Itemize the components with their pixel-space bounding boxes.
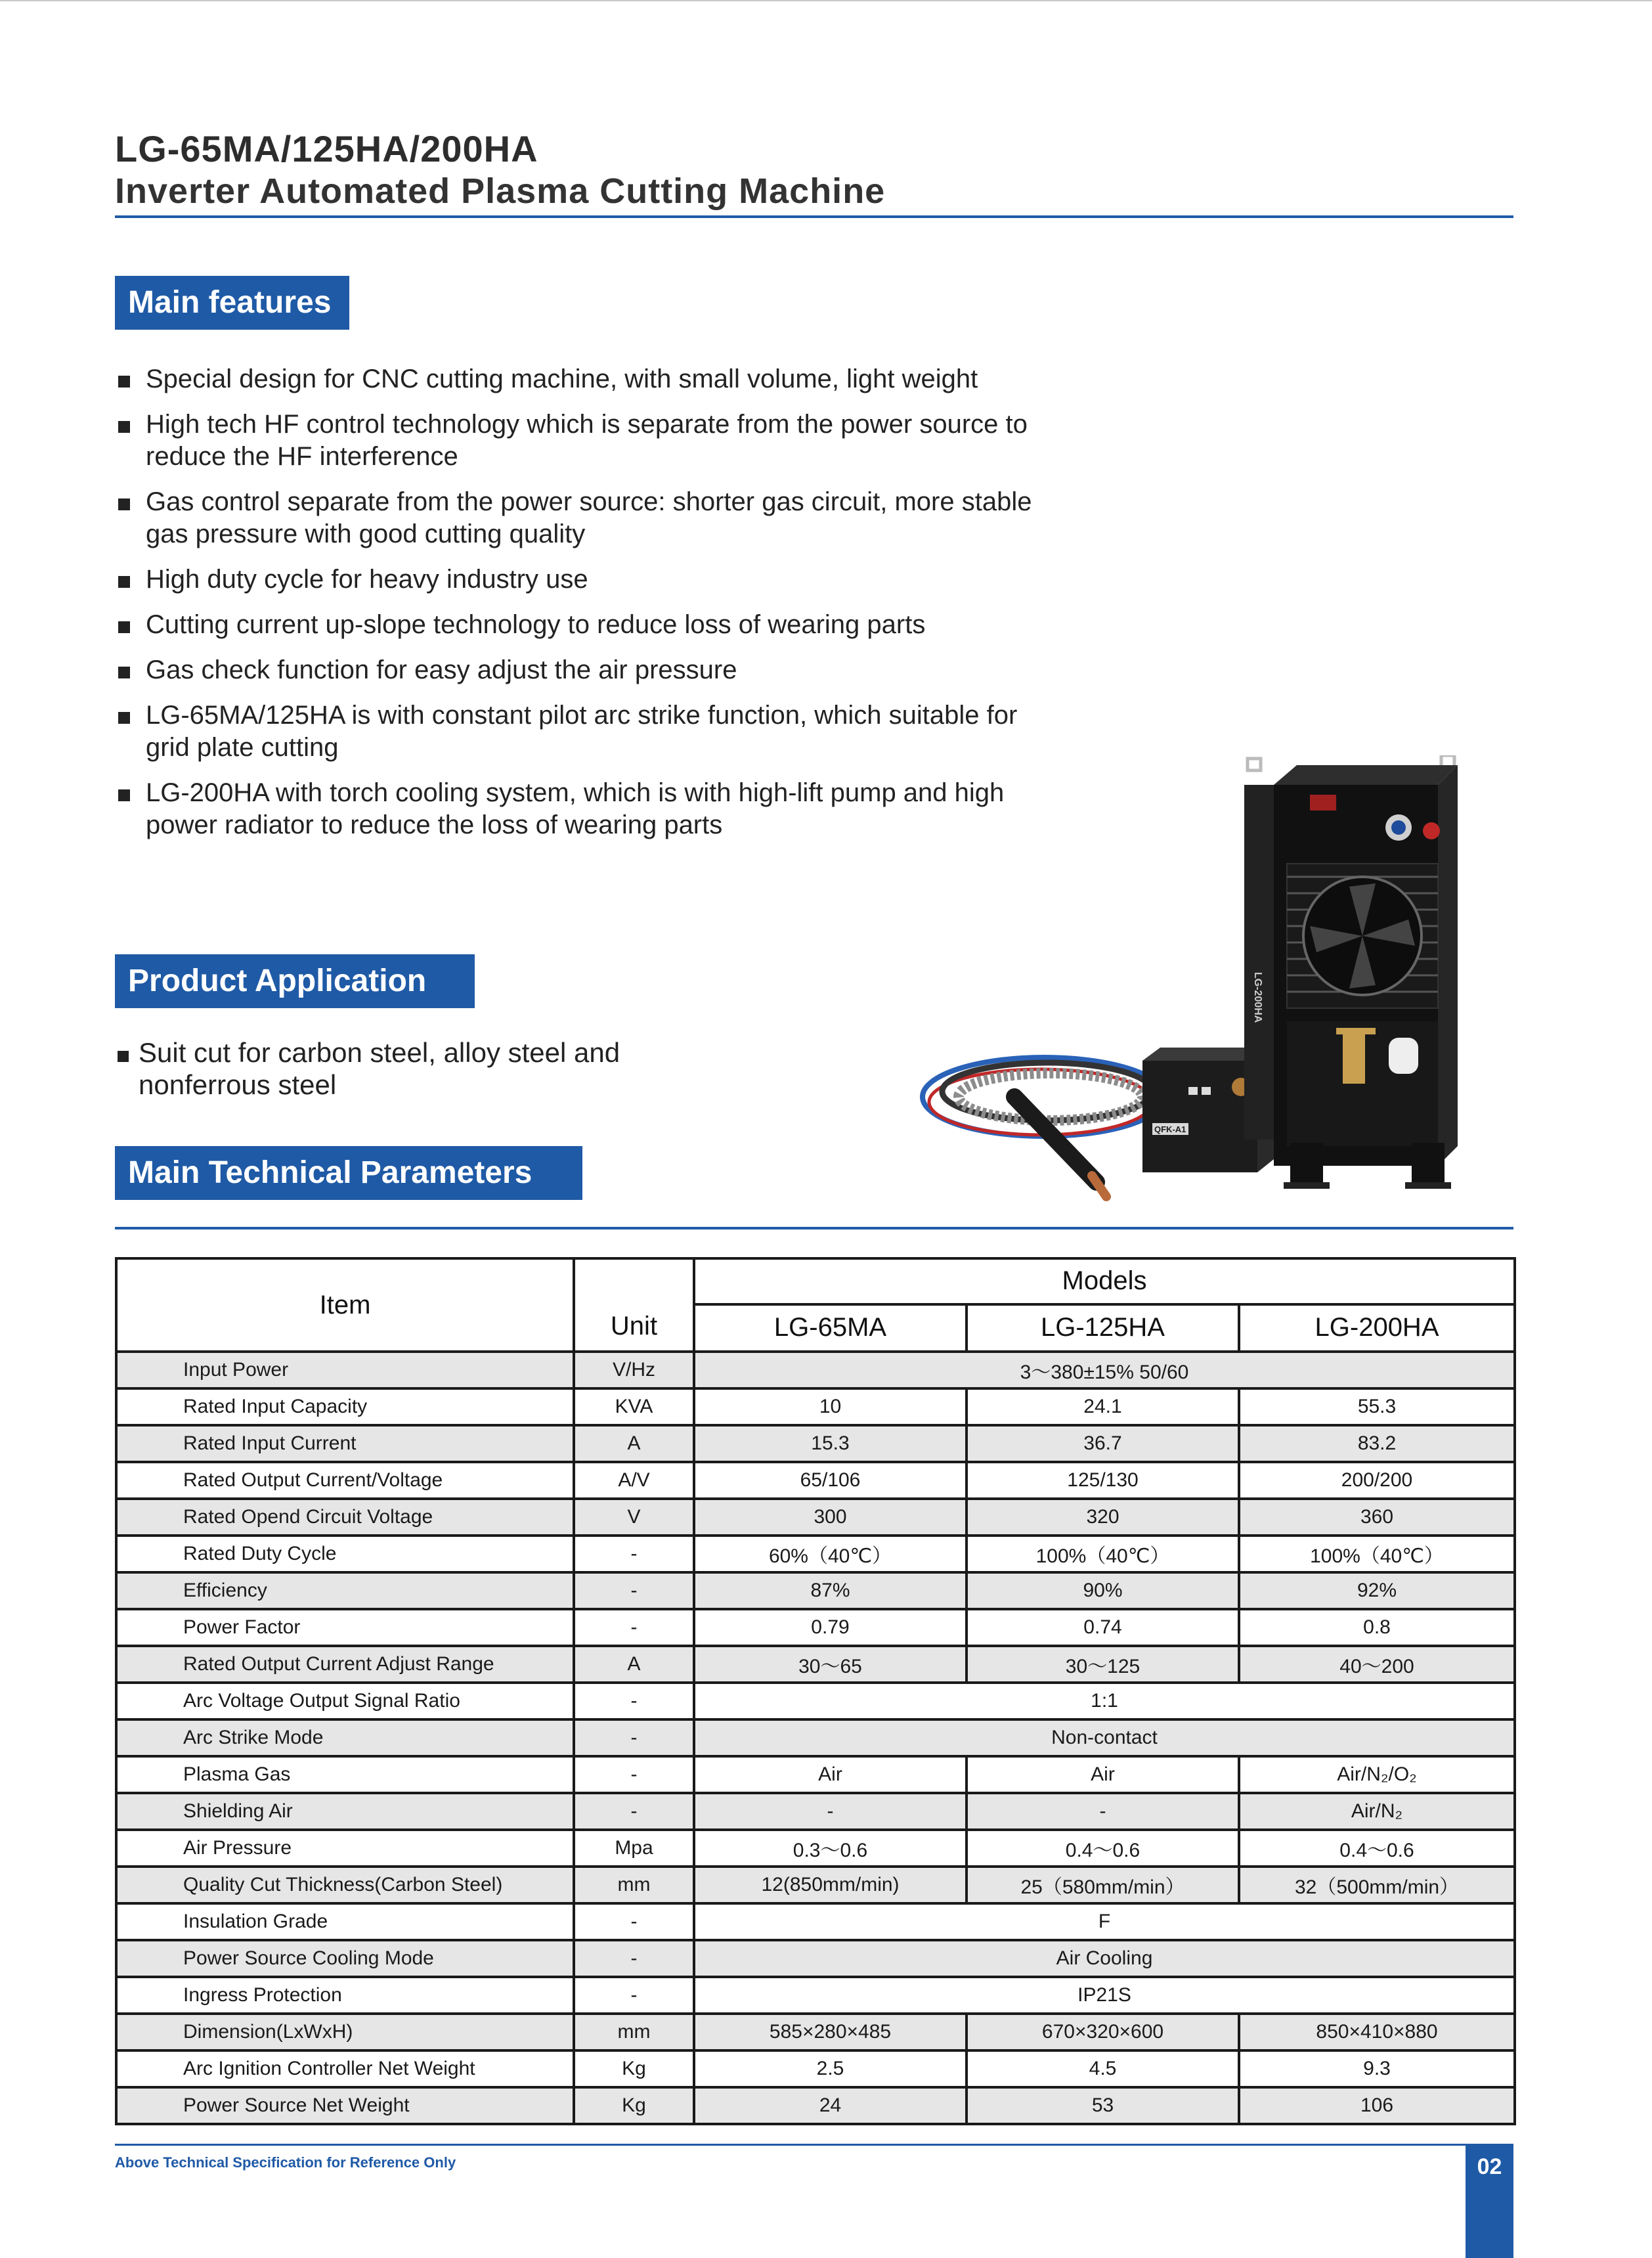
table-row — [116, 2087, 1515, 2124]
item-cell: Rated Input Current — [116, 1425, 574, 1462]
item-cell: Rated Output Current Adjust Range — [116, 1646, 574, 1683]
feature-item — [115, 486, 1165, 550]
value-cell: 55.3 — [1239, 1388, 1515, 1425]
unit-cell: - — [574, 1719, 694, 1756]
power-source-image — [1244, 755, 1458, 1189]
table-row — [116, 1646, 1515, 1683]
value-cell: 9.3 — [1239, 2050, 1515, 2087]
unit-cell: - — [574, 1609, 694, 1646]
bullet-icon — [118, 1051, 129, 1062]
item-cell: Rated Duty Cycle — [116, 1536, 574, 1572]
item-cell: Rated Output Current/Voltage — [116, 1462, 574, 1499]
item-cell: Power Source Cooling Mode — [116, 1940, 574, 1977]
value-cell: 12(850mm/min) — [694, 1867, 967, 1903]
value-cell-all-models: 3～380±15% 50/60 — [694, 1352, 1515, 1388]
unit-cell: - — [574, 1536, 694, 1572]
value-cell: 125/130 — [967, 1462, 1239, 1499]
feature-item — [115, 409, 1165, 473]
product-model-title: LG-65MA/125HA/200HA — [115, 128, 538, 169]
value-cell: Air — [967, 1756, 1239, 1793]
bullet-icon — [118, 712, 130, 724]
feature-text-line: reduce the HF interference — [146, 442, 458, 471]
value-cell: 87% — [694, 1572, 967, 1609]
value-cell: 0.4～0.6 — [967, 1830, 1239, 1867]
value-cell: 53 — [967, 2087, 1239, 2124]
value-cell: 0.74 — [967, 1609, 1239, 1646]
unit-cell: Mpa — [574, 1830, 694, 1867]
title-divider — [115, 215, 1513, 218]
value-cell: 24.1 — [967, 1388, 1239, 1425]
table-row — [116, 1867, 1515, 1903]
value-cell: 300 — [694, 1499, 967, 1536]
table-row — [116, 1352, 1515, 1388]
section-heading-technical-parameters: Main Technical Parameters — [115, 1146, 582, 1200]
value-cell: 60%（40℃） — [694, 1536, 967, 1572]
item-cell: Quality Cut Thickness(Carbon Steel) — [116, 1867, 574, 1903]
item-cell: Power Source Net Weight — [116, 2087, 574, 2124]
unit-cell: - — [574, 1756, 694, 1793]
value-cell: 2.5 — [694, 2050, 967, 2087]
table-row — [116, 1462, 1515, 1499]
bullet-icon — [118, 421, 130, 433]
feature-text-line: Special design for CNC cutting machine, with small volume, light weight — [146, 365, 978, 393]
value-cell-all-models: F — [694, 1903, 1515, 1940]
value-cell: 106 — [1239, 2087, 1515, 2124]
bullet-icon — [118, 621, 130, 633]
value-cell: 40～200 — [1239, 1646, 1515, 1683]
feature-text-line: gas pressure with good cutting quality — [146, 520, 586, 548]
table-row — [116, 1499, 1515, 1536]
value-cell: Air — [694, 1756, 967, 1793]
item-cell: Dimension(LxWxH) — [116, 2014, 574, 2050]
feature-text-line: LG-65MA/125HA is with constant pilot arc strike function, which suitable for — [146, 701, 1018, 730]
table-row — [116, 2050, 1515, 2087]
bullet-icon — [118, 498, 130, 510]
value-cell: 360 — [1239, 1499, 1515, 1536]
value-cell: 10 — [694, 1388, 967, 1425]
unit-cell: V/Hz — [574, 1352, 694, 1388]
value-cell: 30～125 — [967, 1646, 1239, 1683]
page-top-border — [0, 0, 1652, 1]
value-cell: 65/106 — [694, 1462, 967, 1499]
value-cell: Air/N₂ — [1239, 1793, 1515, 1830]
column-header-models: Models — [694, 1258, 1515, 1304]
value-cell: 850×410×880 — [1239, 2014, 1515, 2050]
product-photo — [916, 755, 1494, 1202]
item-cell: Input Power — [116, 1352, 574, 1388]
value-cell: - — [694, 1793, 967, 1830]
unit-cell: - — [574, 1903, 694, 1940]
table-row — [116, 1977, 1515, 2014]
item-cell: Air Pressure — [116, 1830, 574, 1867]
feature-text-line: Gas control separate from the power source: shorter gas circuit, more stable — [146, 487, 1032, 516]
value-cell: 320 — [967, 1499, 1239, 1536]
table-row — [116, 1903, 1515, 1940]
value-cell: 4.5 — [967, 2050, 1239, 2087]
table-row — [116, 1793, 1515, 1830]
feature-text-line: Gas check function for easy adjust the air pressure — [146, 655, 737, 684]
unit-cell: - — [574, 1572, 694, 1609]
item-cell: Efficiency — [116, 1572, 574, 1609]
feature-item — [115, 654, 1165, 686]
unit-cell: KVA — [574, 1388, 694, 1425]
unit-cell: - — [574, 1940, 694, 1977]
unit-cell: A — [574, 1646, 694, 1683]
value-cell: 200/200 — [1239, 1462, 1515, 1499]
value-cell: 92% — [1239, 1572, 1515, 1609]
unit-cell: V — [574, 1499, 694, 1536]
value-cell: 0.79 — [694, 1609, 967, 1646]
item-cell: Arc Strike Mode — [116, 1719, 574, 1756]
feature-text-line: LG-200HA with torch cooling system, which is with high-lift pump and high — [146, 778, 1005, 807]
column-header-model: LG-200HA — [1239, 1304, 1515, 1352]
unit-cell: - — [574, 1977, 694, 2014]
feature-text-line: High duty cycle for heavy industry use — [146, 565, 588, 594]
value-cell: 100%（40℃） — [1239, 1536, 1515, 1572]
application-line: Suit cut for carbon steel, alloy steel and — [139, 1037, 620, 1068]
page-number: 02 — [1466, 2144, 1513, 2258]
controller-label: QFK-A1 — [1154, 1124, 1186, 1134]
item-cell: Shielding Air — [116, 1793, 574, 1830]
application-line: nonferrous steel — [139, 1069, 337, 1100]
table-row — [116, 1719, 1515, 1756]
column-header-item: Item — [116, 1258, 574, 1352]
table-row — [116, 1572, 1515, 1609]
value-cell: 15.3 — [694, 1425, 967, 1462]
torch-cable-image — [923, 1057, 1165, 1197]
footer-divider — [115, 2144, 1471, 2146]
unit-cell: mm — [574, 1867, 694, 1903]
item-cell: Ingress Protection — [116, 1977, 574, 2014]
item-cell: Rated Input Capacity — [116, 1388, 574, 1425]
bullet-icon — [118, 576, 130, 588]
unit-cell: Kg — [574, 2087, 694, 2124]
table-row — [116, 1756, 1515, 1793]
bullet-icon — [118, 667, 130, 678]
bullet-icon — [118, 376, 130, 387]
value-cell: 32（500mm/min） — [1239, 1867, 1515, 1903]
item-cell: Arc Ignition Controller Net Weight — [116, 2050, 574, 2087]
item-cell: Rated Opend Circuit Voltage — [116, 1499, 574, 1536]
column-header-model: LG-65MA — [694, 1304, 967, 1352]
value-cell: 0.3～0.6 — [694, 1830, 967, 1867]
footer-note: Above Technical Specification for Reference Only — [115, 2154, 456, 2171]
value-cell: - — [967, 1793, 1239, 1830]
feature-item — [115, 564, 1165, 596]
feature-text-line: High tech HF control technology which is separate from the power source to — [146, 410, 1028, 439]
unit-cell: A — [574, 1425, 694, 1462]
value-cell-all-models: IP21S — [694, 1977, 1515, 2014]
feature-text-line: grid plate cutting — [146, 733, 339, 762]
table-divider — [115, 1227, 1513, 1229]
item-cell: Power Factor — [116, 1609, 574, 1646]
bullet-icon — [118, 789, 130, 801]
value-cell: 30～65 — [694, 1646, 967, 1683]
value-cell: 83.2 — [1239, 1425, 1515, 1462]
table-row — [116, 1536, 1515, 1572]
value-cell: 0.4～0.6 — [1239, 1830, 1515, 1867]
feature-text-line: power radiator to reduce the loss of wearing parts — [146, 810, 723, 839]
unit-cell: Kg — [574, 2050, 694, 2087]
table-row — [116, 1940, 1515, 1977]
feature-item — [115, 363, 1165, 395]
item-cell: Plasma Gas — [116, 1756, 574, 1793]
feature-item — [115, 699, 1165, 764]
application-text — [115, 1036, 729, 1101]
value-cell: Air/N₂/O₂ — [1239, 1756, 1515, 1793]
value-cell: 585×280×485 — [694, 2014, 967, 2050]
column-header-unit: Unit — [574, 1258, 694, 1352]
section-heading-product-application: Product Application — [115, 954, 475, 1008]
technical-parameters-table — [115, 1257, 1516, 2125]
value-cell: 670×320×600 — [967, 2014, 1239, 2050]
machine-label: LG-200HA — [1252, 972, 1263, 1023]
feature-item — [115, 609, 1165, 641]
value-cell-all-models: Air Cooling — [694, 1940, 1515, 1977]
item-cell: Insulation Grade — [116, 1903, 574, 1940]
unit-cell: mm — [574, 2014, 694, 2050]
value-cell: 25（580mm/min） — [967, 1867, 1239, 1903]
unit-cell: A/V — [574, 1462, 694, 1499]
value-cell: 0.8 — [1239, 1609, 1515, 1646]
value-cell: 24 — [694, 2087, 967, 2124]
value-cell-all-models: Non-contact — [694, 1719, 1515, 1756]
unit-cell: - — [574, 1793, 694, 1830]
table-row — [116, 1683, 1515, 1719]
table-row — [116, 1388, 1515, 1425]
section-heading-main-features: Main features — [115, 276, 349, 330]
value-cell: 36.7 — [967, 1425, 1239, 1462]
table-row — [116, 1609, 1515, 1646]
table-row — [116, 1830, 1515, 1867]
table-row — [116, 1425, 1515, 1462]
value-cell: 100%（40℃） — [967, 1536, 1239, 1572]
column-header-model: LG-125HA — [967, 1304, 1239, 1352]
value-cell: 90% — [967, 1572, 1239, 1609]
item-cell: Arc Voltage Output Signal Ratio — [116, 1683, 574, 1719]
table-row — [116, 2014, 1515, 2050]
product-subtitle: Inverter Automated Plasma Cutting Machine — [115, 171, 886, 211]
feature-text-line: Cutting current up-slope technology to reduce loss of wearing parts — [146, 610, 926, 639]
unit-cell: - — [574, 1683, 694, 1719]
value-cell-all-models: 1:1 — [694, 1683, 1515, 1719]
